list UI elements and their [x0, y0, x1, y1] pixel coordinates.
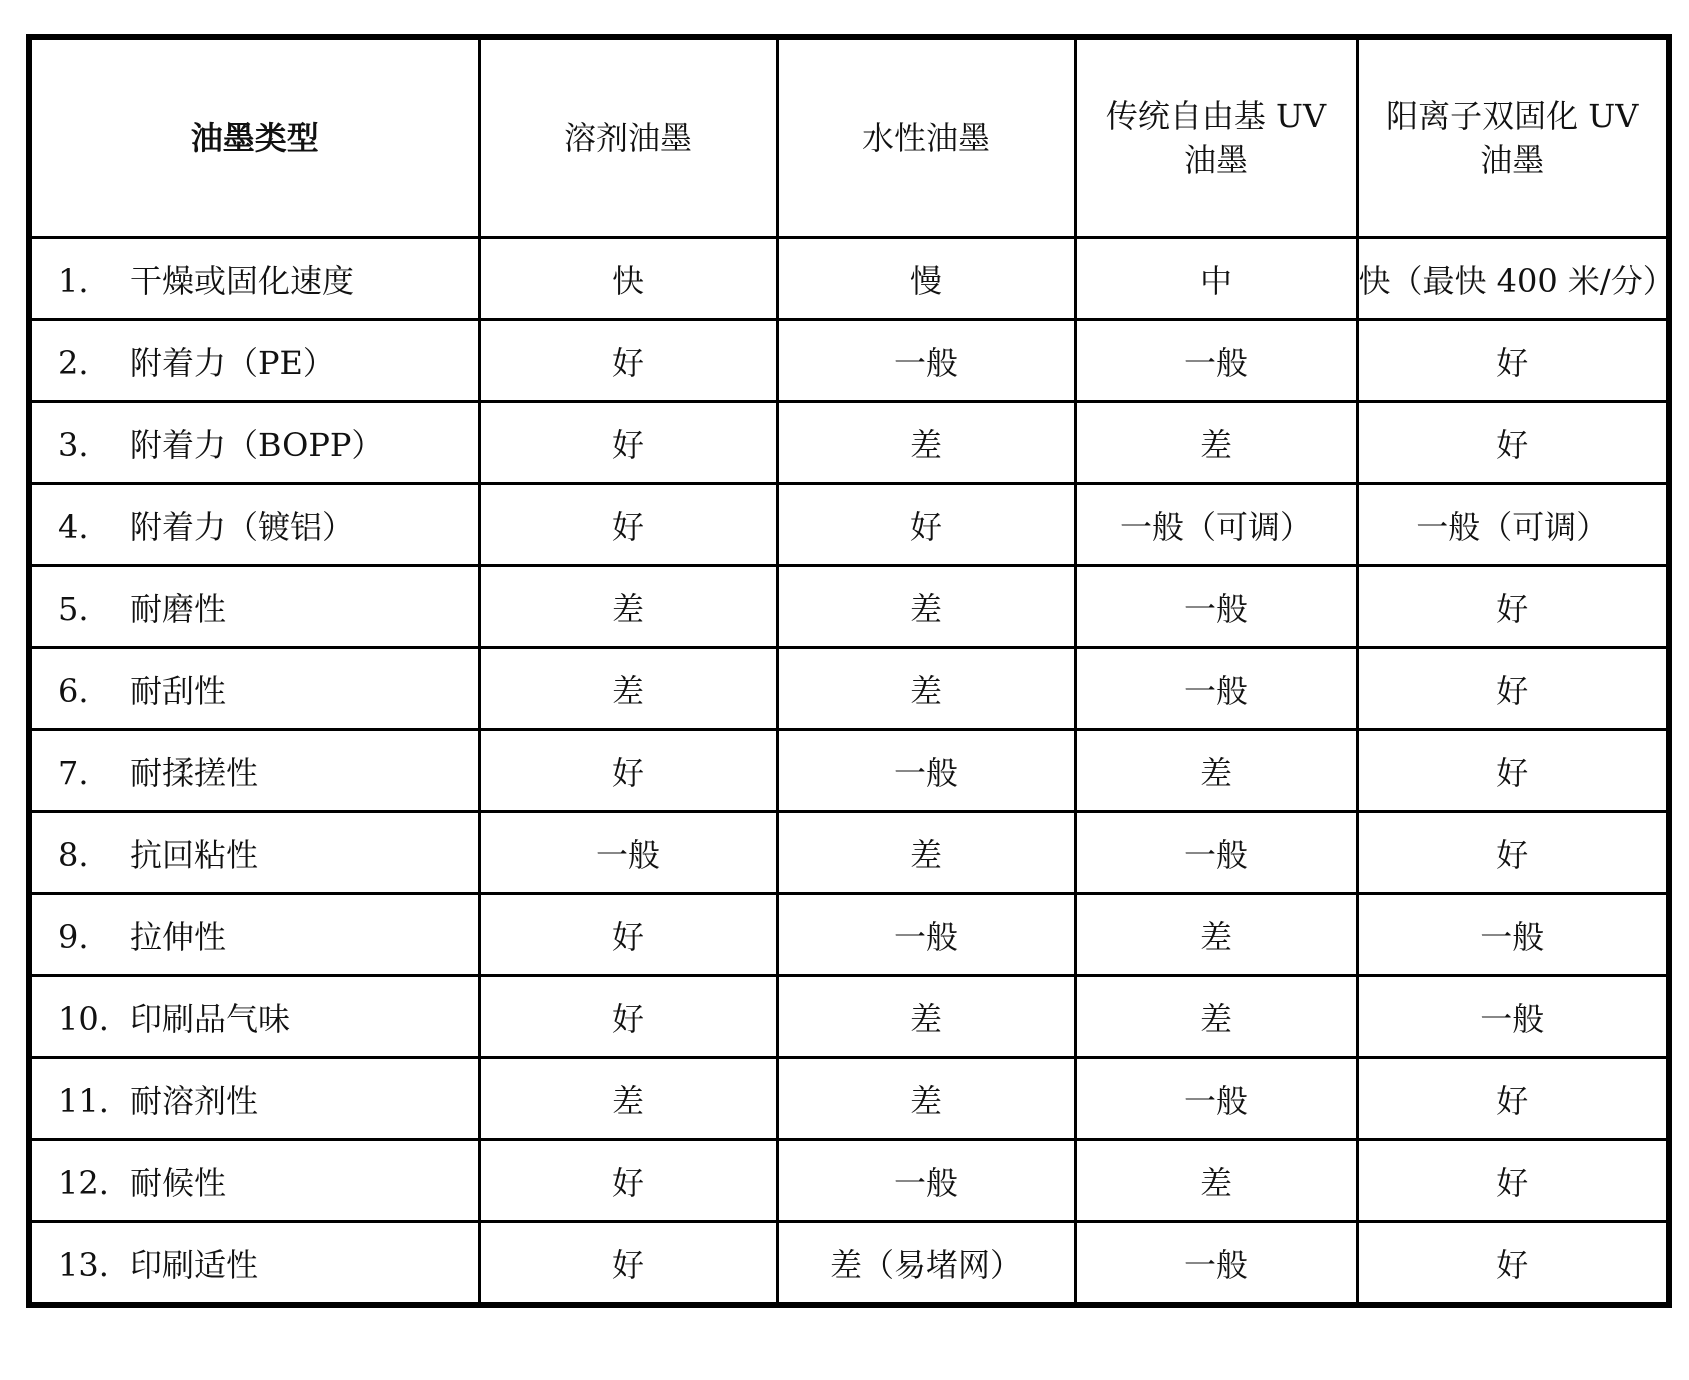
header-water-ink: 水性油墨 — [777, 37, 1075, 238]
value-cell: 差 — [777, 566, 1075, 648]
property-label: 干燥或固化速度 — [130, 261, 355, 300]
property-label: 附着力（PE） — [130, 343, 335, 382]
header-ink-type: 油墨类型 — [29, 37, 479, 238]
value-cell: 好 — [1357, 1222, 1669, 1306]
value-cell: 一般（可调） — [1075, 484, 1357, 566]
property-cell — [29, 1222, 479, 1306]
value-cell: 好 — [1357, 1058, 1669, 1140]
row-number: 5. — [58, 589, 89, 628]
value-cell: 一般 — [777, 730, 1075, 812]
value-cell: 快（最快 400 米/分） — [1357, 238, 1669, 320]
value-cell: 一般 — [1357, 976, 1669, 1058]
value-cell: 差 — [479, 566, 777, 648]
comparison-table-container — [26, 34, 1675, 1308]
value-cell: 一般 — [1075, 1222, 1357, 1306]
row-number: 4. — [58, 507, 89, 546]
property-cell — [29, 402, 479, 484]
value-cell: 差 — [1075, 402, 1357, 484]
value-cell: 好 — [479, 402, 777, 484]
row-number: 1. — [58, 261, 89, 300]
value-cell: 一般 — [479, 812, 777, 894]
value-cell: 好 — [1357, 320, 1669, 402]
property-label: 拉伸性 — [130, 917, 227, 956]
table-row — [29, 566, 1669, 648]
value-cell: 一般 — [777, 320, 1075, 402]
row-number: 8. — [58, 835, 89, 874]
property-cell — [29, 238, 479, 320]
value-cell: 好 — [479, 1222, 777, 1306]
value-cell: 好 — [479, 320, 777, 402]
property-label: 耐溶剂性 — [130, 1081, 259, 1120]
value-cell: 差 — [1075, 894, 1357, 976]
row-number: 13. — [58, 1245, 109, 1284]
value-cell: 中 — [1075, 238, 1357, 320]
property-cell — [29, 976, 479, 1058]
value-cell: 快 — [479, 238, 777, 320]
property-label: 耐揉搓性 — [130, 753, 259, 792]
property-cell — [29, 894, 479, 976]
value-cell: 差 — [777, 812, 1075, 894]
value-cell: 差 — [1075, 1140, 1357, 1222]
header-cationic-uv-ink: 阳离子双固化 UV 油墨 — [1357, 37, 1669, 238]
value-cell: 差 — [777, 1058, 1075, 1140]
value-cell: 差 — [1075, 976, 1357, 1058]
table-row — [29, 730, 1669, 812]
header-row — [29, 37, 1669, 238]
table-row — [29, 1222, 1669, 1306]
row-number: 9. — [58, 917, 89, 956]
row-number: 3. — [58, 425, 89, 464]
table-body — [29, 238, 1675, 1306]
row-number: 12. — [58, 1163, 109, 1202]
row-number: 10. — [58, 999, 109, 1038]
property-cell — [29, 1058, 479, 1140]
value-cell: 一般（可调） — [1357, 484, 1669, 566]
property-label: 抗回粘性 — [130, 835, 259, 874]
ink-comparison-table — [26, 34, 1675, 1308]
value-cell: 差 — [777, 976, 1075, 1058]
table-row — [29, 238, 1669, 320]
value-cell: 好 — [1357, 402, 1669, 484]
value-cell: 一般 — [1075, 648, 1357, 730]
value-cell: 好 — [777, 484, 1075, 566]
property-label: 印刷品气味 — [130, 999, 291, 1038]
value-cell: 好 — [1357, 730, 1669, 812]
header-solvent-ink: 溶剂油墨 — [479, 37, 777, 238]
value-cell: 差 — [479, 1058, 777, 1140]
table-row — [29, 648, 1669, 730]
property-label: 附着力（BOPP） — [130, 425, 384, 464]
value-cell: 一般 — [1075, 812, 1357, 894]
table-row — [29, 812, 1669, 894]
value-cell: 好 — [479, 484, 777, 566]
table-row — [29, 894, 1669, 976]
table-row — [29, 1058, 1669, 1140]
property-label: 耐磨性 — [130, 589, 227, 628]
value-cell: 差 — [1075, 730, 1357, 812]
table-row — [29, 1140, 1669, 1222]
value-cell: 差 — [479, 648, 777, 730]
value-cell: 差（易堵网） — [777, 1222, 1075, 1306]
table-row — [29, 320, 1669, 402]
value-cell: 一般 — [1357, 894, 1669, 976]
property-cell — [29, 730, 479, 812]
value-cell: 差 — [777, 648, 1075, 730]
row-number: 11. — [58, 1081, 109, 1120]
row-number: 6. — [58, 671, 89, 710]
table-row — [29, 484, 1669, 566]
value-cell: 好 — [479, 730, 777, 812]
property-cell — [29, 484, 479, 566]
property-label: 附着力（镀铝） — [130, 507, 355, 546]
property-label: 耐刮性 — [130, 671, 227, 710]
table-row — [29, 976, 1669, 1058]
property-cell — [29, 566, 479, 648]
value-cell: 好 — [1357, 1140, 1669, 1222]
property-label: 印刷适性 — [130, 1245, 259, 1284]
property-cell — [29, 1140, 479, 1222]
property-label: 耐候性 — [130, 1163, 227, 1202]
value-cell: 好 — [1357, 812, 1669, 894]
header-free-radical-uv-ink: 传统自由基 UV 油墨 — [1075, 37, 1357, 238]
value-cell: 好 — [1357, 566, 1669, 648]
value-cell: 好 — [479, 1140, 777, 1222]
value-cell: 慢 — [777, 238, 1075, 320]
property-cell — [29, 648, 479, 730]
value-cell: 好 — [479, 894, 777, 976]
value-cell: 一般 — [777, 894, 1075, 976]
property-cell — [29, 320, 479, 402]
table-row — [29, 402, 1669, 484]
property-cell — [29, 812, 479, 894]
value-cell: 好 — [479, 976, 777, 1058]
row-number: 7. — [58, 753, 89, 792]
value-cell: 一般 — [1075, 320, 1357, 402]
row-number: 2. — [58, 343, 89, 382]
value-cell: 差 — [777, 402, 1075, 484]
value-cell: 好 — [1357, 648, 1669, 730]
value-cell: 一般 — [1075, 1058, 1357, 1140]
value-cell: 一般 — [777, 1140, 1075, 1222]
value-cell: 一般 — [1075, 566, 1357, 648]
